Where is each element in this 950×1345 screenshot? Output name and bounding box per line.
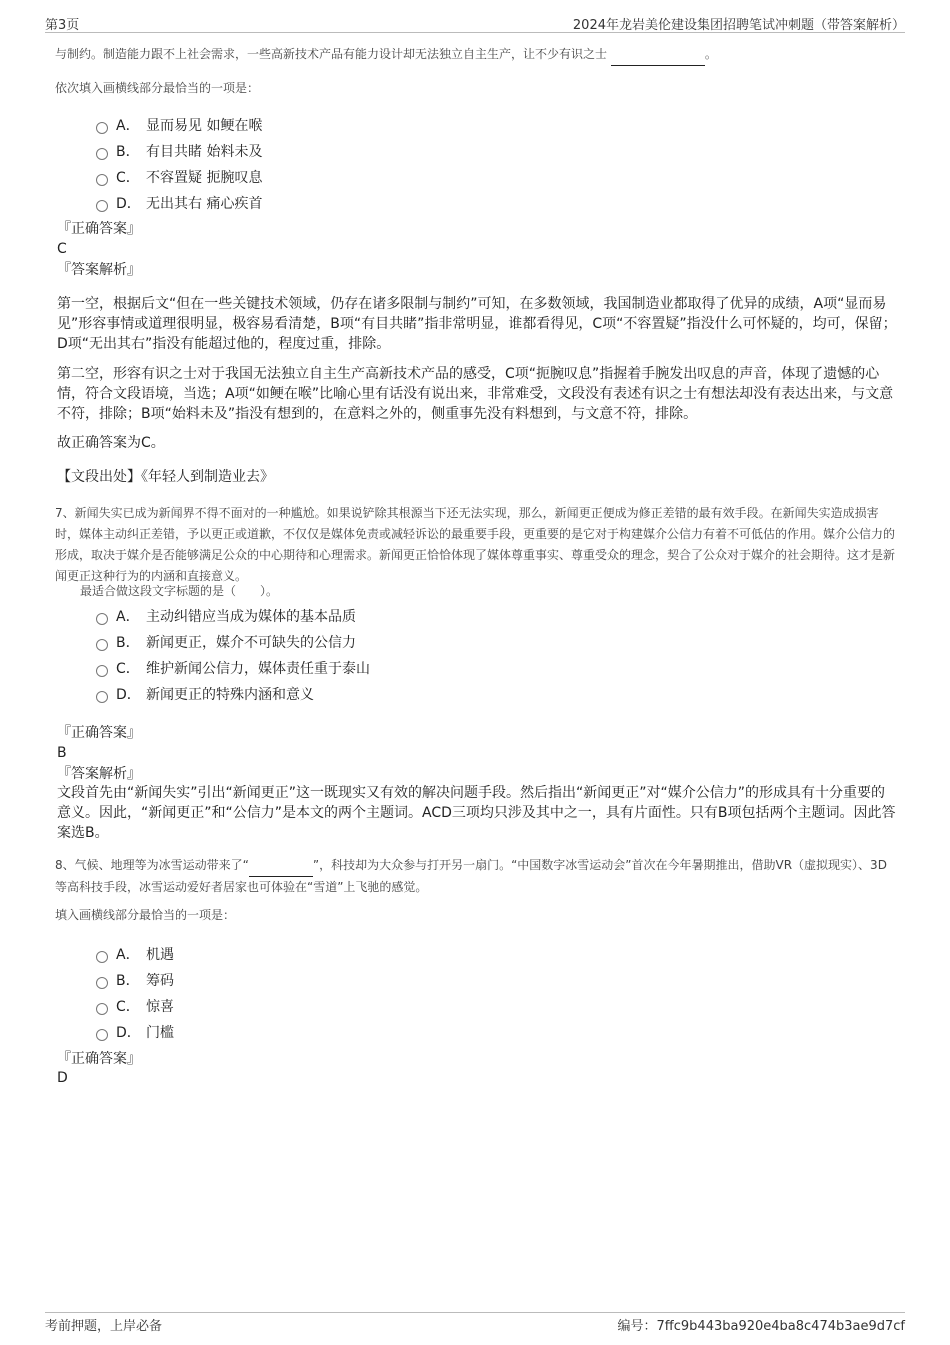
radio-icon[interactable] (96, 665, 108, 677)
q6-option-a[interactable]: A． 显而易见 如鲠在喉 (96, 112, 262, 138)
q7-option-c[interactable]: C． 维护新闻公信力，媒体责任重于泰山 (96, 655, 370, 681)
q7-option-b[interactable]: B． 新闻更正，媒介不可缺失的公信力 (96, 629, 370, 655)
q6-source-label: 【文段出处】 (57, 469, 141, 485)
q7-analysis: 文段首先由“新闻失实”引出“新闻更正”这一既现实又有效的解决问题手段。然后指出“新闻更正”对“媒介公信力”的形成具有十分重要的意义。因此，“新闻更正”和“公信力”是本文的两个主题词。ACD三项均只涉及其中之一，具有片面性。只有B项包括两个主题词。因此答案选B。 (57, 785, 896, 841)
q6-analysis-paragraph-1: 第一空，根据后文“但在一些关键技术领域，仍存在诸多限制与制约”可知，在多数领域，我国制造业都取得了优异的成绩，A项“显而易见”形容事情或道理很明显，极容易看清楚，B项“有目共睹”指非常明显，谁都看得见，C项“不容置疑”指没什么可怀疑的，均可，保留；D项“无出其右”指没有能超过他的，程度过重，排除。 (57, 296, 897, 352)
page-footer (45, 1312, 905, 1334)
q7-option-a[interactable]: A． 主动纠错应当成为媒体的基本品质 (96, 603, 370, 629)
q7-prompt: 最适合做这段文字标题的是（ ）。 (80, 584, 279, 598)
q6-stem-text: 与制约。制造能力跟不上社会需求，一些高新技术产品有能力设计却无法独立自主生产，让不少有识之士 (55, 47, 608, 61)
radio-icon[interactable] (96, 174, 108, 186)
q7-analysis-label: 『答案解析』 (57, 766, 141, 782)
q6-stem (55, 44, 895, 66)
q7-stem: 7、新闻失实已成为新闻界不得不面对的一种尴尬。如果说铲除其根源当下还无法实现，那么，新闻更正便成为修正差错的最有效手段。在新闻失实造成损害时，媒体主动纠正差错，予以更正或道歉，不仅仅是媒体免责或减轻诉讼的最重要手段，更重要的是它对于构建媒介公信力有着不可低估的作用。媒介公信力的形成，取决于媒介是否能够满足公众的中心期待和心理需求。新闻更正恰恰体现了媒体尊重事实、尊重受众的理念，契合了公众对于媒介的社会期待。这才是新闻更正这种行为的内涵和直接意义。 (55, 506, 896, 583)
radio-icon[interactable] (96, 613, 108, 625)
q6-analysis-paragraph-2: 第二空，形容有识之士对于我国无法独立自主生产高新技术产品的感受，C项“扼腕叹息”指握着手腕发出叹息的声音，体现了遗憾的心情，符合文段语境，当选；A项“如鲠在喉”比喻心里有话没有说出来，非常难受，文段没有表述有识之士有想法却没有表达出来，与文意不符，排除；B项“始料未及”指没有想到的，在意料之外的，侧重事先没有料想到，与文意不符，排除。 (57, 366, 894, 422)
q8-options (96, 941, 174, 1045)
radio-icon[interactable] (96, 1003, 108, 1015)
q6-analysis-conclusion: 故正确答案为C。 (57, 435, 165, 451)
q6-source-title: 《年轻人到制造业去》 (141, 469, 274, 485)
radio-icon[interactable] (96, 200, 108, 212)
q8-blank (249, 855, 313, 877)
q7-answer-label: 『正确答案』 (57, 725, 141, 741)
q6-options (96, 112, 262, 216)
q6-option-b[interactable]: B． 有目共睹 始料未及 (96, 138, 262, 164)
document-title: 2024年龙岩美伦建设集团招聘笔试冲刺题（带答案解析） (572, 18, 905, 33)
radio-icon[interactable] (96, 148, 108, 160)
radio-icon[interactable] (96, 951, 108, 963)
q8-stem-part-2: ”，科技却为大众参与打开另一扇门。“中国数字冰雪运动会”首次在今年暑期推出，借助VR（虚拟现实）、3D等高科技手段，冰雪运动爱好者居家也可体验在“雪道”上飞驰的感觉。 (55, 858, 887, 894)
q6-prompt: 依次填入画横线部分最恰当的一项是： (55, 81, 260, 95)
radio-icon[interactable] (96, 122, 108, 134)
q7-option-d[interactable]: D． 新闻更正的特殊内涵和意义 (96, 681, 370, 707)
radio-icon[interactable] (96, 691, 108, 703)
page-header (45, 14, 905, 33)
document-id: 编号：7ffc9b443ba920e4ba8c474b3ae9d7cf (617, 1319, 905, 1334)
q6-stem-end: 。 (704, 47, 717, 61)
q6-blank (611, 44, 705, 66)
footer-slogan: 考前押题，上岸必备 (45, 1319, 163, 1334)
q8-stem (55, 855, 895, 898)
q6-answer: C (57, 241, 67, 257)
radio-icon[interactable] (96, 639, 108, 651)
q6-source (57, 467, 897, 487)
q6-option-d[interactable]: D． 无出其右 痛心疾首 (96, 190, 262, 216)
q8-option-b[interactable]: B． 筹码 (96, 967, 174, 993)
radio-icon[interactable] (96, 1029, 108, 1041)
q6-answer-label: 『正确答案』 (57, 221, 141, 237)
q8-prompt: 填入画横线部分最恰当的一项是： (55, 908, 236, 922)
radio-icon[interactable] (96, 977, 108, 989)
q8-stem-part-1: 8、气候、地理等为冰雪运动带来了“ (55, 858, 249, 872)
q8-option-a[interactable]: A． 机遇 (96, 941, 174, 967)
page-number: 第3页 (45, 18, 80, 33)
q6-option-c[interactable]: C． 不容置疑 扼腕叹息 (96, 164, 262, 190)
q8-answer-label: 『正确答案』 (57, 1051, 141, 1067)
q8-option-d[interactable]: D． 门槛 (96, 1019, 174, 1045)
q6-analysis-label: 『答案解析』 (57, 262, 141, 278)
q8-option-c[interactable]: C． 惊喜 (96, 993, 174, 1019)
q7-answer: B (57, 745, 67, 761)
q7-options (96, 603, 370, 707)
q8-answer: D (57, 1070, 68, 1086)
